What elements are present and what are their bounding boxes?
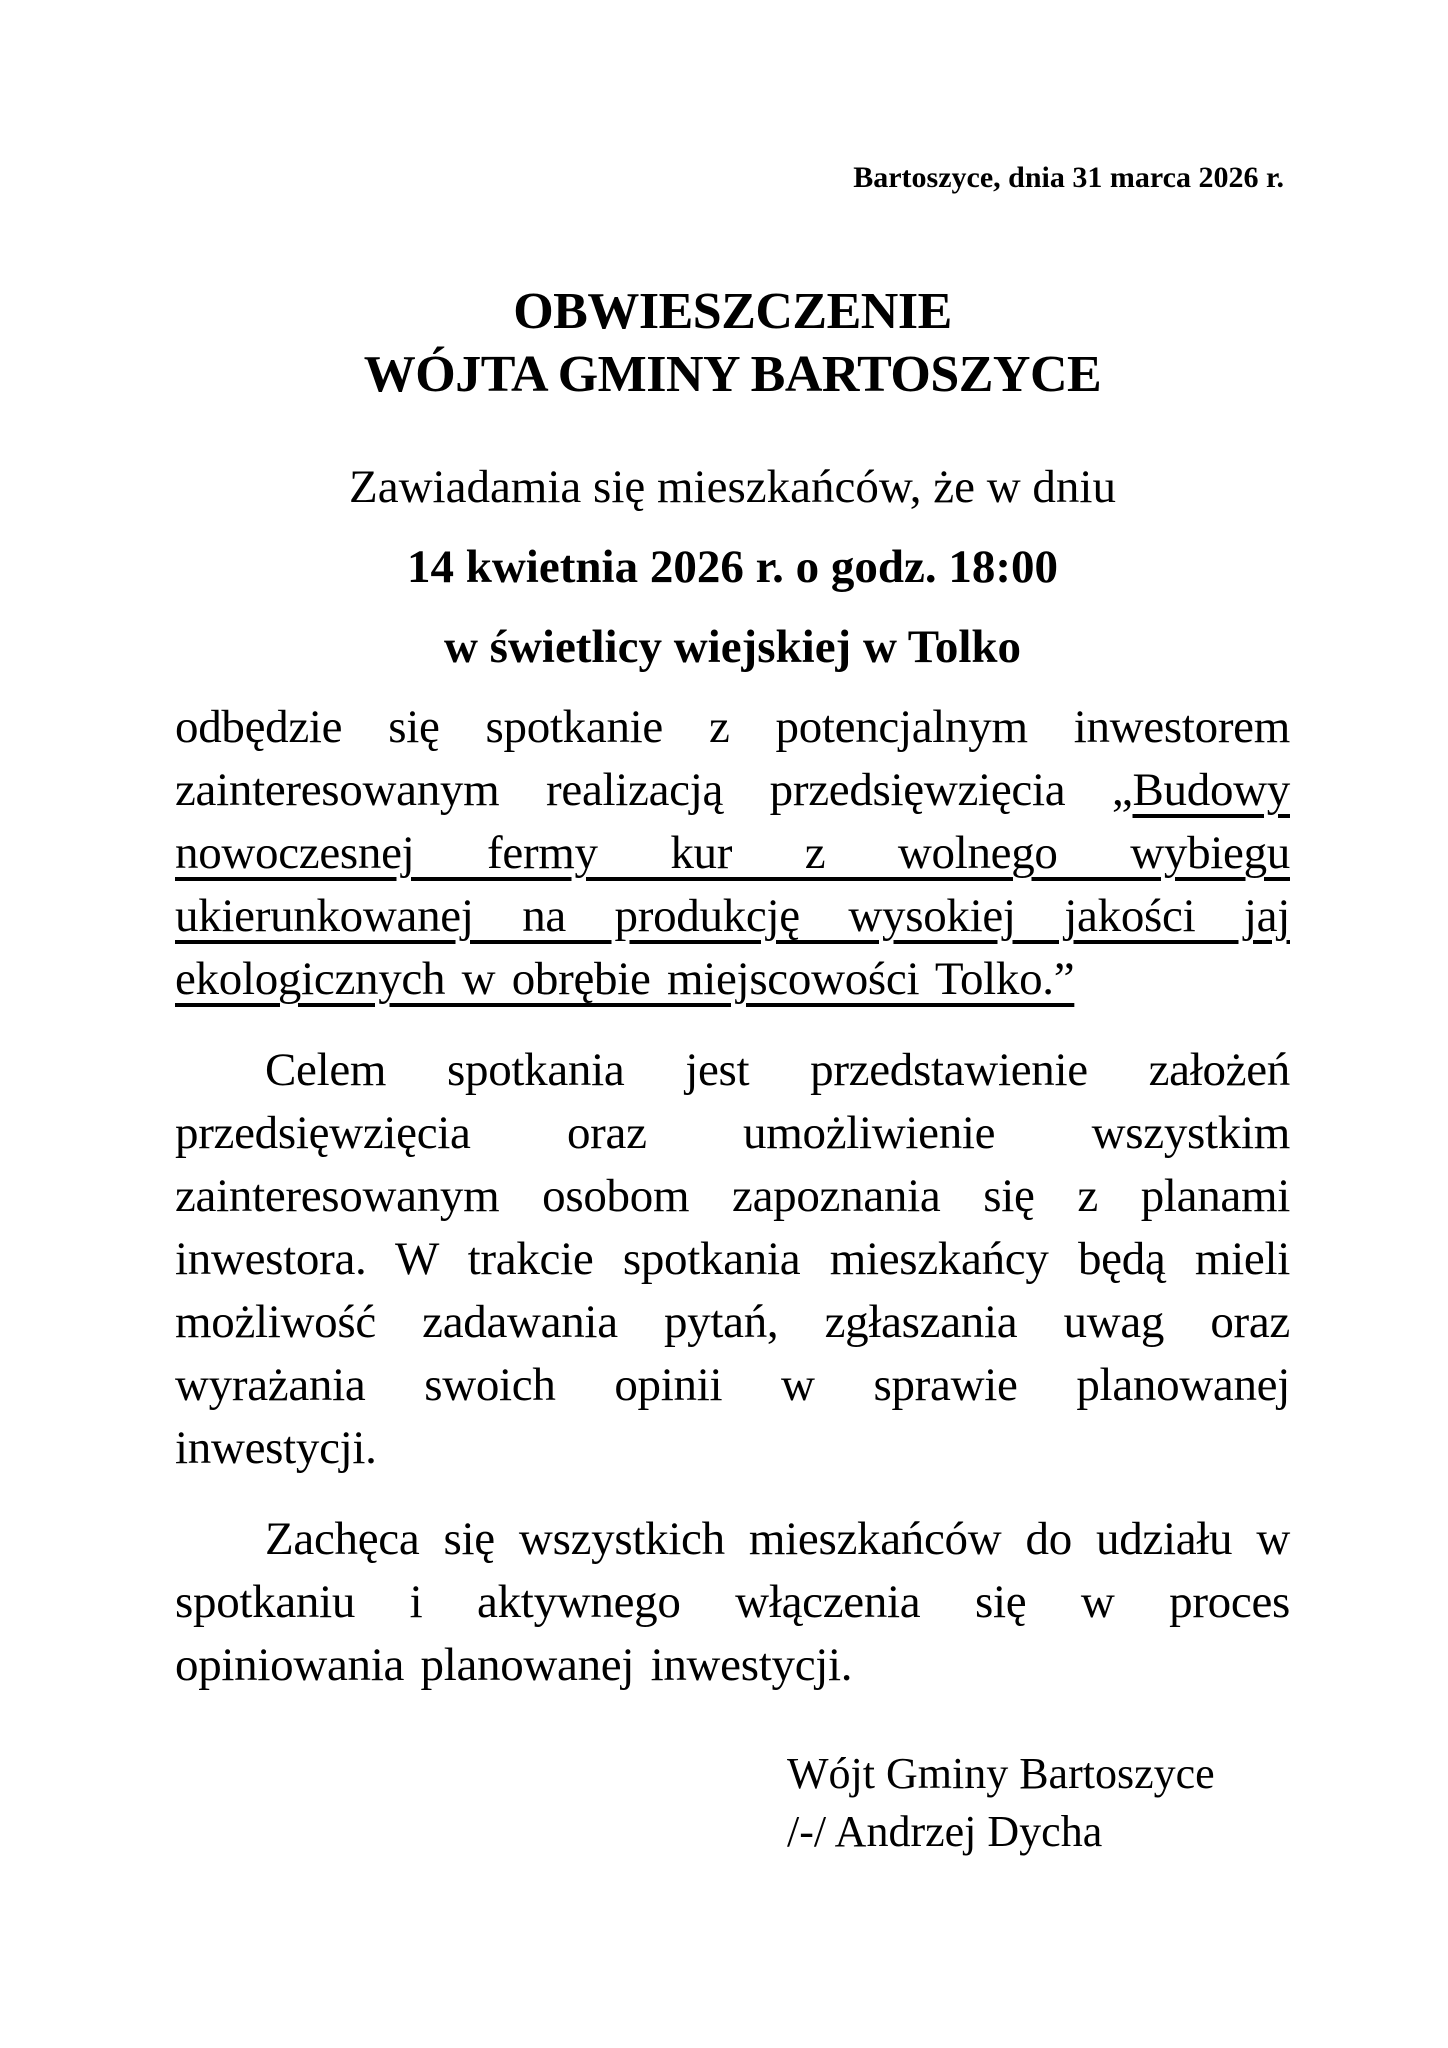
meeting-date-time: 14 kwietnia 2026 r. o godz. 18:00 xyxy=(406,541,1059,593)
title-line-authority: WÓJTA GMINY BARTOSZYCE xyxy=(363,346,1102,403)
meeting-location: w świetlicy wiejskiej w Tolko xyxy=(443,621,1022,673)
signature-title: Wójt Gminy Bartoszyce xyxy=(787,1749,1215,1798)
page-content xyxy=(175,0,1290,1861)
paragraph-investment xyxy=(175,696,1290,1011)
meeting-notice-block xyxy=(175,456,1290,678)
document-title xyxy=(175,280,1290,406)
notice-intro-line: Zawiadamia się mieszkańców, że w dniu xyxy=(349,461,1116,513)
dateline: Bartoszyce, dnia 31 marca 2026 r. xyxy=(853,161,1284,194)
signature-name: /-/ Andrzej Dycha xyxy=(787,1807,1103,1856)
paragraph-investment-lead: odbędzie się spotkanie z potencjalnym inwestorem zainteresowanym realizacją przedsięwzięcia „ xyxy=(175,701,1290,816)
title-line-announcement: OBWIESZCZENIE xyxy=(513,283,952,340)
project-name-underlined: Budowy nowoczesnej fermy kur z wolnego wybiegu ukierunkowanej na produkcję wysokiej jakości jaj ekologicznych w obrębie miejscowości Tolko.” xyxy=(175,764,1290,1005)
signature-block xyxy=(787,1745,1290,1861)
paragraph-purpose: Celem spotkania jest przedstawienie założeń przedsięwzięcia oraz umożliwienie wszystkim zainteresowanym osobom zapoznania się z planami inwestora. W trakcie spotkania mieszkańcy będą mieli możliwość zadawania pytań, zgłaszania uwag oraz wyrażania swoich opinii w sprawie planowanej inwestycji. xyxy=(175,1044,1290,1474)
paragraph-encouragement: Zachęca się wszystkich mieszkańców do udziału w spotkaniu i aktywnego włączenia się w proces opiniowania planowanej inwestycji. xyxy=(175,1513,1290,1691)
